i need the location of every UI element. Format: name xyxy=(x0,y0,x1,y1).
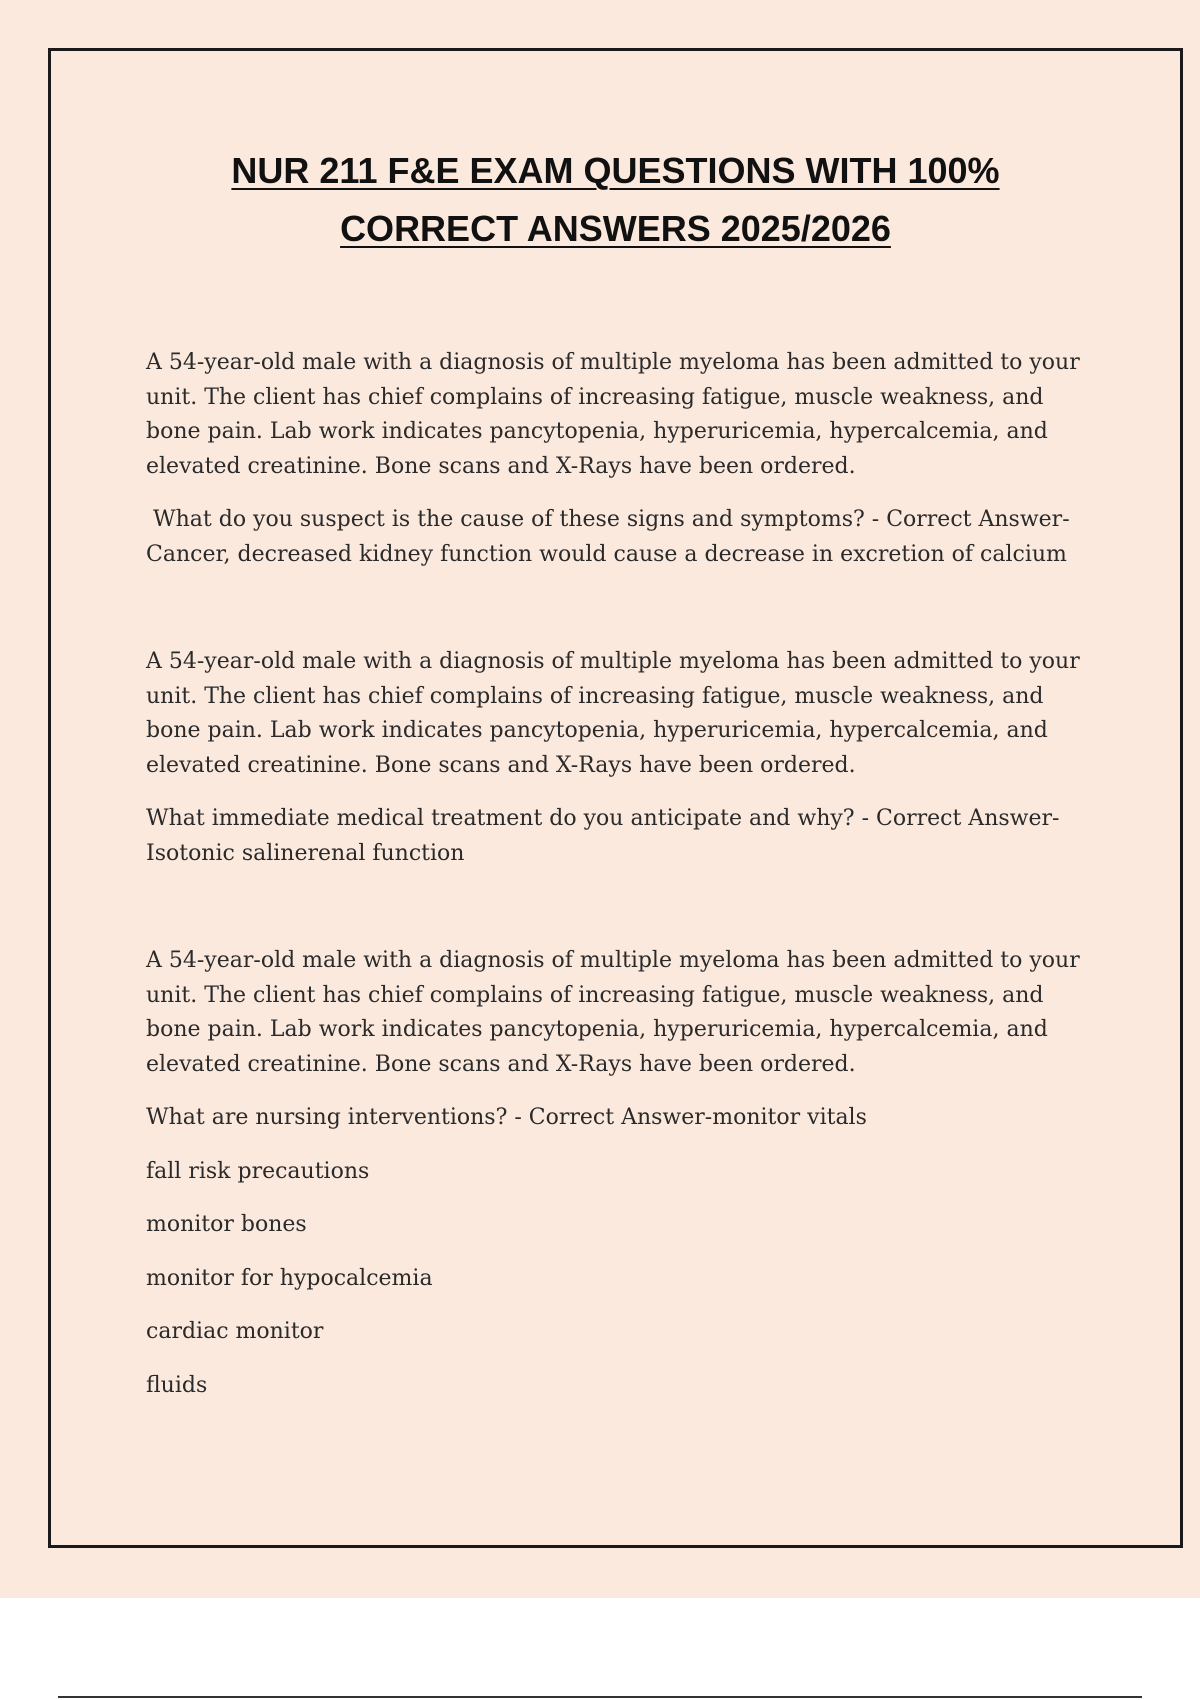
document-body xyxy=(146,346,1096,1403)
question-answer: What do you suspect is the cause of these signs and symptoms? - Correct Answer-Cancer, decreased kidney function would cause a decrease in excretion of calcium xyxy=(146,507,1070,567)
answer-item: fluids xyxy=(146,1372,208,1398)
bottom-divider xyxy=(58,1696,1142,1698)
question-scenario: A 54-year-old male with a diagnosis of multiple myeloma has been admitted to your unit. The client has chief complains of increasing fatigue, muscle weakness, and bone pain. Lab work indicates pancytopenia, hyperuricemia, hypercalcemia, and elevated creatinine. Bone scans and X-Rays have been ordered. xyxy=(146,649,1080,778)
answer-item: cardiac monitor xyxy=(146,1319,324,1344)
question-block-1 xyxy=(146,346,1096,572)
document-title xyxy=(48,142,1183,258)
title-line-2: CORRECT ANSWERS 2025/2026 xyxy=(340,208,891,249)
answer-item: fall risk precautions xyxy=(146,1158,370,1184)
question-scenario: A 54-year-old male with a diagnosis of multiple myeloma has been admitted to your unit. The client has chief complains of increasing fatigue, muscle weakness, and bone pain. Lab work indicates pancytopenia, hyperuricemia, hypercalcemia, and elevated creatinine. Bone scans and X-Rays have been ordered. xyxy=(146,948,1080,1077)
question-answer: What immediate medical treatment do you anticipate and why? - Correct Answer-Isotonic salinerenal function xyxy=(146,806,1060,866)
answer-item: monitor bones xyxy=(146,1212,307,1237)
question-block-3 xyxy=(146,944,1096,1403)
question-answer: What are nursing interventions? - Correct Answer-monitor vitals xyxy=(146,1105,867,1130)
question-block-2 xyxy=(146,645,1096,871)
question-scenario: A 54-year-old male with a diagnosis of multiple myeloma has been admitted to your unit. The client has chief complains of increasing fatigue, muscle weakness, and bone pain. Lab work indicates pancytopenia, hyperuricemia, hypercalcemia, and elevated creatinine. Bone scans and X-Rays have been ordered. xyxy=(146,350,1080,479)
answer-item: monitor for hypocalcemia xyxy=(146,1265,433,1291)
title-line-1: NUR 211 F&E EXAM QUESTIONS WITH 100% xyxy=(231,150,1000,191)
